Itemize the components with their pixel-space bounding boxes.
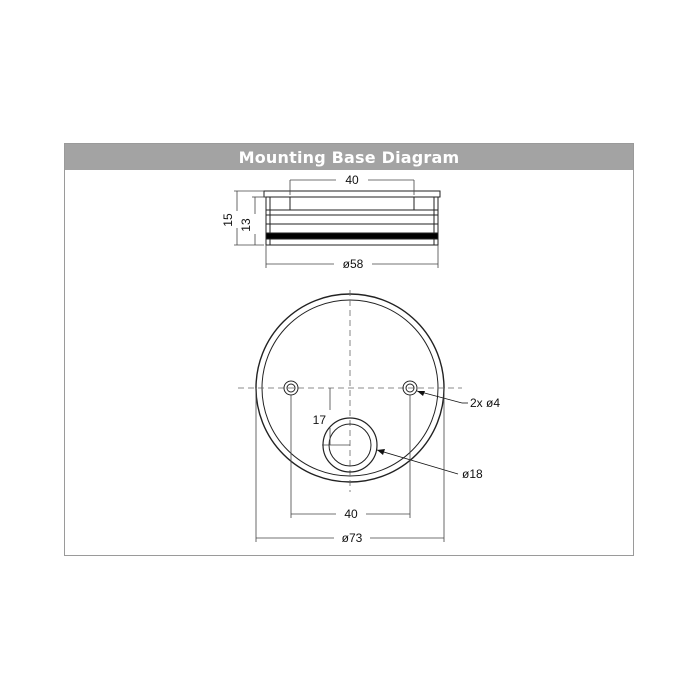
side-diameter-label: ø58 — [342, 257, 364, 271]
holes-label: 2x ø4 — [470, 396, 501, 410]
diagram-title: Mounting Base Diagram — [238, 147, 460, 167]
top-view — [238, 290, 468, 542]
offset-label: 17 — [312, 413, 326, 427]
side-total-height-label: 15 — [221, 213, 235, 227]
side-body-height-label: 13 — [239, 218, 253, 232]
side-view — [234, 180, 440, 268]
hole-spacing-label: 40 — [344, 507, 358, 521]
side-width-label: 40 — [345, 173, 359, 187]
outer-diameter-label: ø73 — [341, 531, 363, 545]
side-gasket — [266, 233, 438, 239]
center-hole-label: ø18 — [462, 467, 483, 481]
